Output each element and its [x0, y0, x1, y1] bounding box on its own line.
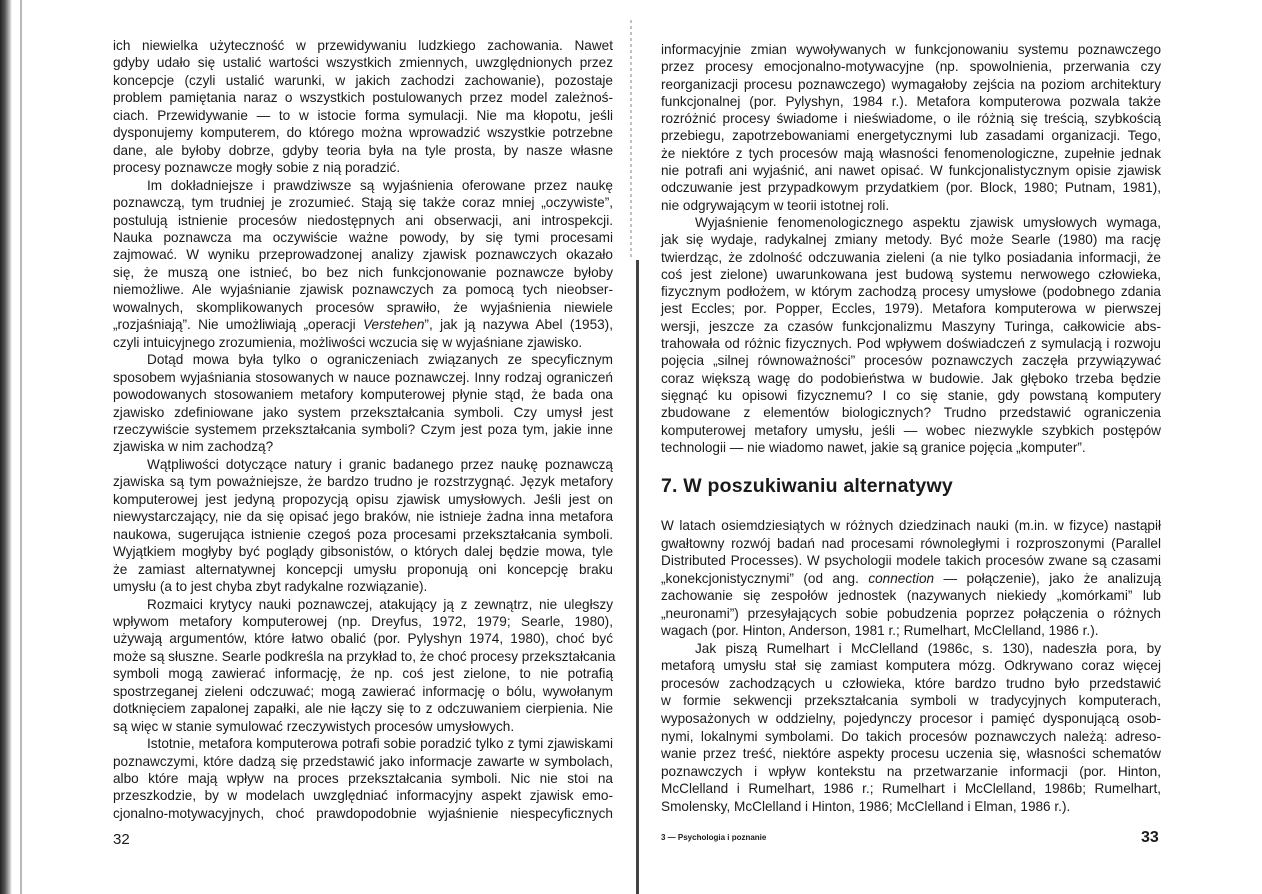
text-line: problem pamiętania naraz o wszystkich postulowanych przez model zależnoś-: [113, 90, 613, 106]
text-segment: „konekcjonistycznymi” (od ang.: [661, 570, 869, 586]
text-line: reorganizacji procesu poznawczego) wymagałoby zejścia na poziom architektury: [661, 76, 1161, 92]
text-line: gwałtowny rozwój badań nad procesami równoległymi i rozproszonymi (Parallel: [661, 535, 1161, 551]
text-line: nie odgrywającym w teorii istotnej roli.: [661, 197, 890, 213]
text-line: koncepcje (czyli ustalić warunki, w jakich zachodzi zachowanie), pozostaje: [113, 72, 613, 88]
text-line: są więc w stanie symulować rzeczywistych procesów umysłowych.: [113, 718, 515, 734]
text-line: zjawiska są tym poważniejsze, że bardzo trudno je rozstrzygnąć. Język metafory: [113, 474, 613, 490]
text-line: rzeczywiście systemem przekształcania symboli? Czym jest poza tym, jakie inne: [113, 421, 613, 437]
text-line: komputerowej metafory umysłu, jeśli — wobec niezwykle szybkich postępów: [661, 422, 1161, 438]
text-line: Wyjaśnienie fenomenologicznego aspektu zjawisk umysłowych wymaga,: [695, 214, 1161, 230]
text-line: procesy poznawcze mogły sobie z nią poradzić.: [113, 160, 401, 176]
italic-term: connection: [868, 570, 935, 586]
gutter-shadow-top: [630, 20, 632, 260]
text-line: może są słuszne. Searle podkreśla na przykład to, że choć procesy przekształcania: [113, 648, 616, 664]
text-line: albo które mają wpływ na proces przekształcania symboli. Nic nie stoi na: [113, 771, 613, 787]
text-line: jak się wydaje, radykalnej zmiany metody. Być może Searle (1980) ma rację: [661, 232, 1161, 248]
text-line: komputerowej jest jedyną propozycją opisu zjawisk umysłowych. Jeśli jest on: [113, 491, 613, 507]
text-line: funkcjonalnej (por. Pylyshyn, 1984 r.). Metafora komputerowa pozwala także: [661, 93, 1161, 109]
paragraph: [113, 177, 613, 352]
text-line: McClelland i Rumelhart, 1986 r.; Rumelhart i McClelland, 1986b; Rumelhart,: [661, 781, 1161, 797]
text-line: dotknięciem zapalonej zapałki, ale nie łączy się to z odczuwaniem cierpienia. Nie: [113, 701, 613, 717]
text-line: coś jest zielone) uwarunkowana jest budową systemu nerwowego człowieka,: [661, 266, 1161, 282]
text-line: poznawczych i wpływ kontekstu na przetwarzanie informacji (por. Hinton,: [661, 763, 1161, 779]
text-line: gdyby udało się ustalić wartości wszystkich zmiennych, uwzględnionych przez: [113, 55, 613, 71]
text-line: poznawczą, tym trudniej je zrozumieć. Stają się także coraz mniej „oczywiste”,: [113, 195, 613, 211]
text-line: wanie przez treść, niektóre aspekty procesu uczenia się, własności schematów: [661, 746, 1161, 762]
left-page-body: [113, 37, 616, 822]
text-line: coraz większą wagę do podobieństwa w budowie. Jak głęboko trzeba będzie: [661, 370, 1161, 386]
text-line: Wyjątkiem mogłyby być poglądy gibsonistów, o których dalej będzie mowa, tyle: [113, 544, 613, 560]
paragraph: [113, 735, 613, 822]
paragraph: [661, 214, 1161, 456]
text-line: technologii — nie wiadomo nawet, jakie są granice pojęcia „komputer”.: [661, 439, 1086, 455]
text-line: rozróżnić procesy świadome i nieświadome, o ile różnią się treścią, szybkością: [661, 111, 1161, 127]
left-page-number: 32: [113, 831, 130, 848]
text-line: ich niewielka użyteczność w przewidywaniu ludzkiego zachowania. Nawet: [113, 38, 613, 53]
text-line: sięgnąć ku opisowi fizycznemu? I co się stanie, gdy powstaną komputery: [661, 387, 1161, 403]
text-line: naukowa, sugerująca istnienie czegoś poza procesami przekształcania symboli.: [113, 526, 613, 542]
text-line: Distributed Processes). W psychologii modele takich procesów zwane są czasami: [661, 553, 1161, 569]
book-spine-shadow: [0, 0, 12, 894]
section-heading: 7. W poszukiwaniu alternatywy: [661, 475, 953, 497]
text-line: że niektóre z tych procesów mają własności fenomenologiczne, zupełnie jednak: [661, 145, 1161, 161]
text-line: dysponujemy komputerem, do którego można wprowadzić wszystkie potrzebne: [113, 125, 613, 141]
footer-note: 3 — Psychologia i poznanie: [661, 833, 767, 842]
right-page-body-top: [661, 41, 1161, 456]
text-line: trahowała od różnic fizycznych. Pod wpływem doświadczeń z symulacją i rozwoju: [661, 336, 1161, 352]
text-line: zachowanie się zespołów jednostek (nazywanych niekiedy „komórkami” lub: [661, 588, 1161, 604]
italic-term: Verstehen: [362, 317, 425, 333]
paragraph: [113, 596, 616, 736]
text-line: zajmować. W wyniku przeprowadzonej analizy zjawisk poznawczych okazało: [113, 247, 613, 263]
text-line: powodowanych stosowaniem metafory komputerowej płynie stąd, że bada ona: [113, 387, 613, 403]
text-line: Smolensky, McClelland i Hinton, 1986; McClelland i Elman, 1986 r.).: [661, 798, 1071, 814]
text-line: Dotąd mowa była tylko o ograniczeniach związanych ze specyficznym: [147, 352, 613, 368]
text-line: w formie sekwencji przekształcania symboli w tradycyjnych komputerach,: [661, 693, 1161, 709]
text-line: Im dokładniejsze i prawdziwsze są wyjaśnienia oferowane przez naukę: [147, 177, 613, 193]
text-line: twierdząc, że zdolność odczuwania zieleni (a nie tylko posiadania informacji, że: [661, 249, 1161, 265]
text-line: zjawisko zdefiniowane jako system przekształcania symboli. Czy umysł jest: [113, 404, 613, 420]
text-line: niemożliwe. Ale wyjaśnianie zjawisk poznawczych za pomocą tych nieobser-: [113, 282, 613, 298]
text-line: wowalnych, skomplikowanych procesów sprawiło, że wyjaśnienia niewiele: [113, 299, 613, 315]
text-line: cjonalno-motywacyjnych, choć prawdopodobnie wyjaśnienie niespecyficznych: [113, 805, 613, 821]
text-line: jest Eccles; por. Popper, Eccles, 1979). Metafora komputerowa w pierwszej: [661, 301, 1161, 317]
text-line: Wątpliwości dotyczące natury i granic badanego przez naukę poznawczą: [147, 456, 613, 472]
text-line: się, że muszą one istnieć, bo bez nich funkcjonowanie poznawcze byłoby: [113, 264, 613, 280]
text-line: umysłu (a to jest chyba zbyt radykalne rozwiązanie).: [113, 579, 428, 595]
text-line: ciach. Przewidywanie — to w istocie forma symulacji. Nie ma kłopotu, jeśli: [113, 107, 613, 123]
text-segment: ”, jak ją nazywa Abel (1953),: [424, 317, 613, 333]
text-line: odczuwanie jest przypadkowym przydatkiem (por. Block, 1980; Putnam, 1981),: [661, 180, 1161, 196]
text-line: [113, 316, 613, 333]
text-line: procesów zachodzących u człowieka, które bardzo trudno było przedstawić: [661, 675, 1161, 691]
text-line: zbudowane z elementów biologicznych? Trudno przedstawić ograniczenia: [661, 405, 1161, 421]
text-line: fizycznym podłożem, w którym zachodzą procesy umysłowe (podobnego zdania: [661, 284, 1161, 300]
text-line: Istotnie, metafora komputerowa potrafi sobie poradzić tylko z tymi zjawiskami: [147, 736, 613, 752]
text-line: przeszkodzie, by w modelach uwzględniać informacyjny aspekt zjawisk emo-: [113, 788, 613, 804]
text-line: przez procesy emocjonalno-motywacyjne (np. spowolnienia, przerwania czy: [661, 59, 1161, 75]
book-spine-edge: [20, 0, 22, 894]
text-line: nymi, lokalnymi symbolami. Do takich procesów poznawczych należą: adreso-: [661, 728, 1161, 744]
gutter-shadow: [636, 260, 639, 894]
paragraph: [113, 456, 613, 596]
text-line: W latach osiemdziesiątych w różnych dziedzinach nauki (m.in. w fizyce) nastąpił: [661, 518, 1161, 533]
text-line: dane, ale byłoby dobrze, gdyby teoria była na tyle prosta, by nasze własne: [113, 142, 613, 158]
text-line: postulują istnienie procesów niedostępnych ani obserwacji, ani introspekcji.: [113, 212, 613, 228]
text-line: wersji, jeszcze za czasów funkcjonalizmu Maszyny Turinga, całkowicie abs-: [661, 318, 1161, 334]
text-line: że zamiast alternatywnej koncepcji umysłu proponują oni koncepcję braku: [113, 561, 613, 577]
text-line: spostrzeganej zieleni odczuwać; mogą zawierać informację o bólu, wywołanym: [113, 683, 613, 699]
text-segment: „rozjaśniają”. Nie umożliwiają „operacji: [113, 317, 363, 333]
text-line: przebiegu, zapotrzebowaniami energetycznymi lub zasadami organizacji. Tego,: [661, 128, 1161, 144]
text-line: wagach (por. Hinton, Anderson, 1981 r.; Rumelhart, McClelland, 1986 r.).: [661, 623, 1099, 639]
text-line: Jak piszą Rumelhart i McClelland (1986c, s. 130), nadeszła pora, by: [695, 640, 1161, 656]
text-line: nie potrafi ani wyjaśnić, ani nawet opisać. W funkcjonalistycznym opisie zjawisk: [661, 163, 1161, 179]
text-line: sposobem wyjaśniania stosowanych w nauce poznawczej. Inny rodzaj ograniczeń: [113, 369, 613, 385]
text-line: Rozmaici krytycy nauki poznawczej, atakujący ją z zewnątrz, nie uległszy: [147, 596, 613, 612]
text-line: wpływom metafory komputerowej (np. Dreyfus, 1972, 1979; Searle, 1980),: [113, 613, 613, 629]
paragraph: [661, 517, 1161, 640]
text-line: używają argumentów, które łatwo obalić (por. Pylyshyn 1974, 1980), choć być: [113, 631, 613, 647]
text-line: [661, 570, 1161, 588]
text-line: symboli mogą zawierać informację, że np. coś jest zielone, to nie potrafią: [113, 666, 613, 682]
paragraph: [113, 37, 613, 177]
paragraph: [113, 351, 613, 456]
text-line: pojęcia „silnej równoważności” procesów poznawczych zaczęła przywiązywać: [661, 353, 1161, 369]
text-line: Nauka poznawcza ma oczywiście ważne powody, by się tymi procesami: [113, 229, 613, 245]
text-line: poznawczymi, które dadzą się przedstawić jako informacje zawarte w symbolach,: [113, 753, 613, 769]
text-line: wyposażonych w oddzielny, pojedynczy procesor i pamięć dysponującą osob-: [661, 711, 1161, 727]
text-line: zjawiska w nim zachodzą?: [113, 439, 274, 455]
text-line: czyli intuicyjnego zrozumienia, możliwości wczucia się w wyjaśniane zjawisko.: [113, 334, 583, 350]
text-line: „neuronami”) przesyłających sobie pobudzenia poprzez połączenia o różnych: [661, 605, 1161, 621]
paragraph: [661, 41, 1161, 214]
paragraph: [661, 640, 1161, 815]
right-page-body-bottom: [661, 517, 1161, 815]
text-line: metaforą umysłu stał się zamiast komputera mózg. Odkrywano coraz więcej: [661, 658, 1161, 674]
right-page-number: 33: [1141, 829, 1159, 846]
text-line: informacyjnie zmian wywoływanych w funkcjonowaniu systemu poznawczego: [661, 42, 1161, 57]
text-segment: — połączenie), jako że analizują: [934, 570, 1162, 586]
text-line: niewystarczający, nie da się opisać jego braków, nie istnieje żadna inna metafora: [113, 509, 613, 525]
